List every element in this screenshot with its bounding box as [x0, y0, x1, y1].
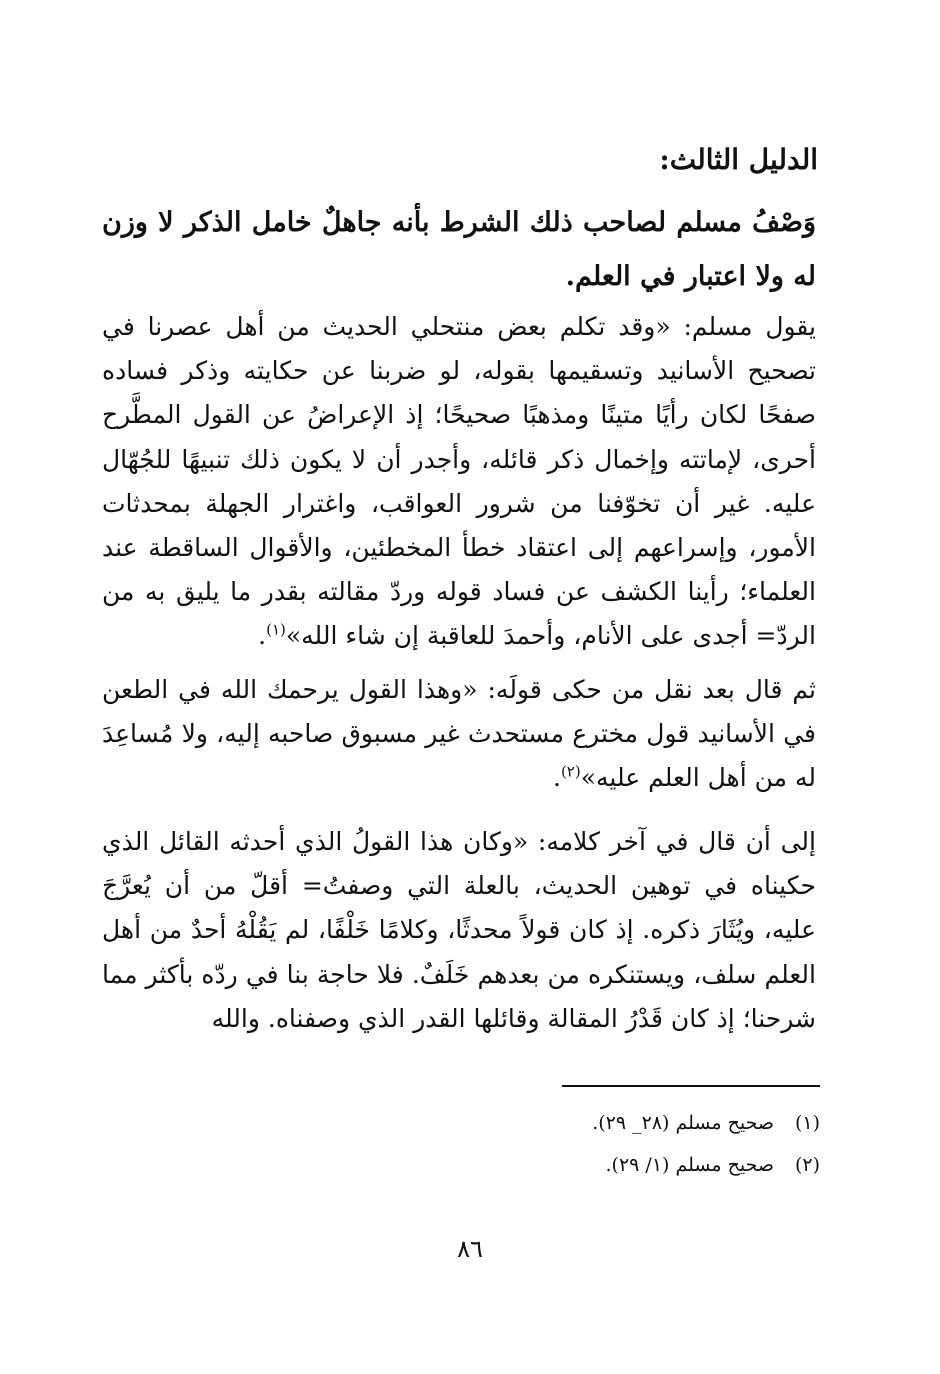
paragraph-text: يقول مسلم: «وقد تكلم بعض منتحلي الحديث من أهل عصرنا في تصحيح الأسانيد وتسقيمها بقوله، لو ضربنا عن حكايته وذكر فساده صفحًا لكان رأيًا متينًا ومذهبًا صحيحًا؛ إذ الإعراضُ عن القول المطَّرح أحرى، لإماتته وإخمال ذكر قائله، وأجدر أن لا يكون ذلك تنبيهًا للجُهّال عليه. غير أن تخوّفنا من شرور العواقب، واغترار الجهلة بمحدثات الأمور، وإسراعهم إلى اعتقاد خطأ المخطئين، والأقوال الساقطة عند العلماء؛ رأينا الكشف عن فساد قوله وردّ مقالته بقدر ما يليق به من الردّ= أجدى على الأنام، وأحمدَ للعاقبة إن شاء الله» [102, 312, 816, 651]
footnote-text: صحيح مسلم (٢٨_ ٢٩). [592, 1112, 774, 1134]
footnote-separator [562, 1085, 820, 1087]
page-number: ٨٦ [457, 1235, 483, 1263]
paragraph-second-quote [102, 668, 816, 801]
footnote-2 [400, 1144, 820, 1186]
footnotes [400, 1102, 820, 1186]
paragraph-muslim-quote [102, 305, 816, 659]
paragraph-end-mark: . [258, 621, 267, 651]
paragraph-end-mark: . [552, 763, 561, 793]
footnote-text: صحيح مسلم (١/ ٢٩). [605, 1154, 774, 1176]
section-heading: الدليل الثالث: [659, 143, 818, 176]
footnote-1 [400, 1102, 820, 1144]
footnote-ref-2: (٢) [560, 763, 581, 782]
paragraph-text: إلى أن قال في آخر كلامه: «وكان هذا القولُ الذي أحدثه القائل الذي حكيناه في توهين الحديث، بالعلة التي وصفتُ= أقلّ من أن يُعرَّجَ عليه، ويُثَارَ ذكره. إذ كان قولاً محدثًا، وكلامًا خَلْفًا، لم يَقُلْهُ أحدٌ من أهل العلم سلف، ويستنكره من بعدهم خَلَفٌ. فلا حاجة بنا في ردّه بأكثر مما شرحنا؛ إذ كان قَدْرُ المقالة وقائلها القدر الذي وصفناه. والله [102, 827, 816, 1033]
paragraph-third-quote [102, 820, 816, 1041]
paragraph-text: ثم قال بعد نقل من حكى قولَه: «وهذا القول يرحمك الله في الطعن في الأسانيد قول مخترع مستحدث غير مسبوق صاحبه إليه، ولا مُساعِدَ له من أهل العلم عليه» [102, 675, 816, 793]
footnote-number: (١) [794, 1112, 820, 1134]
thesis-statement: وَصْفُ مسلم لصاحب ذلك الشرط بأنه جاهلٌ خامل الذكر لا وزن له ولا اعتبار في العلم. [102, 207, 816, 292]
footnote-ref-1: (١) [266, 621, 286, 640]
footnote-number: (٢) [794, 1154, 820, 1176]
